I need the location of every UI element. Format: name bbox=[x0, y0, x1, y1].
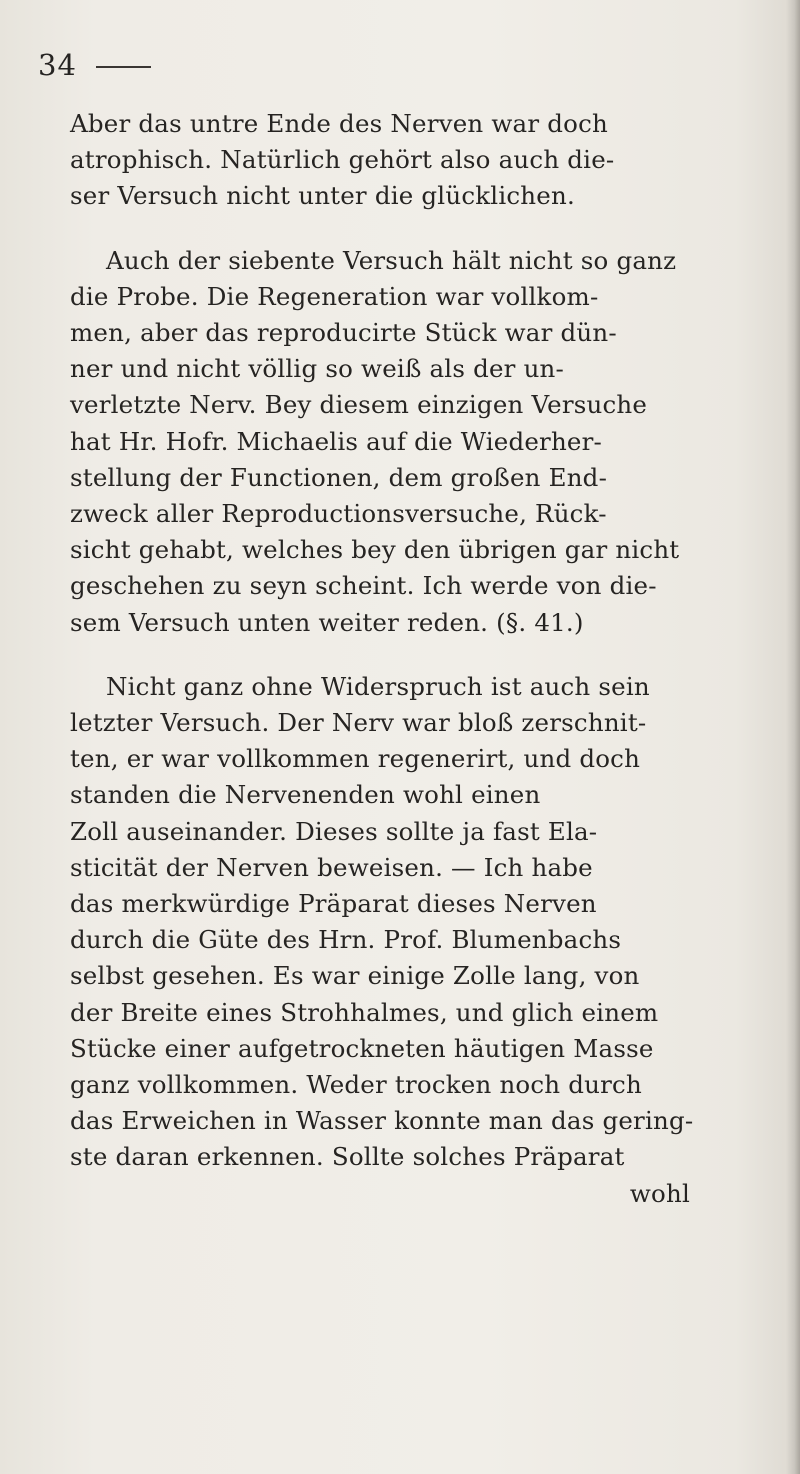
text-line: sticität der Nerven beweisen. — Ich habe bbox=[70, 852, 593, 882]
paragraph-2 bbox=[70, 243, 760, 641]
body-text bbox=[70, 106, 760, 1240]
text-line: zweck aller Reproductionsversuche, Rück- bbox=[70, 499, 607, 529]
text-line: das Erweichen in Wasser konnte man das gering- bbox=[70, 1106, 694, 1136]
text-line: Nicht ganz ohne Widerspruch ist auch sein bbox=[106, 671, 650, 701]
text-line: Stücke einer aufgetrockneten häutigen Masse bbox=[70, 1033, 654, 1063]
text-line: durch die Güte des Hrn. Prof. Blumenbachs bbox=[70, 925, 622, 955]
text-line: das merkwürdige Präparat dieses Nerven bbox=[70, 889, 597, 919]
text-line: standen die Nervenenden wohl einen bbox=[70, 780, 541, 810]
text-line: ser Versuch nicht unter die glücklichen. bbox=[70, 181, 575, 211]
paragraph-3 bbox=[70, 669, 760, 1212]
text-line: letzter Versuch. Der Nerv war bloß zerschnit- bbox=[70, 708, 647, 738]
text-line: Aber das untre Ende des Nerven war doch bbox=[70, 109, 608, 138]
text-line: atrophisch. Natürlich gehört also auch die- bbox=[70, 145, 615, 175]
text-line: selbst gesehen. Es war einige Zolle lang, von bbox=[70, 961, 640, 991]
text-line: Zoll auseinander. Dieses sollte ja fast Ela- bbox=[70, 816, 598, 846]
paragraph-1 bbox=[70, 106, 760, 215]
page-edge-shadow bbox=[786, 0, 800, 1474]
text-line: ste daran erkennen. Sollte solches Präparat bbox=[70, 1142, 625, 1172]
page-number: 34 bbox=[38, 48, 77, 82]
catchword: wohl bbox=[629, 1178, 690, 1208]
text-line: sem Versuch unten weiter reden. (§. 41.) bbox=[70, 607, 584, 637]
header-rule bbox=[96, 66, 151, 68]
text-line: sicht gehabt, welches bey den übrigen gar nicht bbox=[70, 535, 680, 565]
text-line: ten, er war vollkommen regenerirt, und doch bbox=[70, 744, 641, 774]
text-line: stellung der Functionen, dem großen End- bbox=[70, 462, 608, 492]
text-line: ganz vollkommen. Weder trocken noch durch bbox=[70, 1070, 642, 1100]
text-line: hat Hr. Hofr. Michaelis auf die Wiederher- bbox=[70, 426, 603, 456]
text-line: Auch der siebente Versuch hält nicht so ganz bbox=[106, 245, 677, 275]
text-line: verletzte Nerv. Bey diesem einzigen Versuche bbox=[70, 390, 648, 420]
text-line: der Breite eines Strohhalmes, und glich einem bbox=[70, 997, 659, 1027]
page-header bbox=[38, 48, 158, 88]
text-line: men, aber das reproducirte Stück war dün- bbox=[70, 318, 617, 348]
text-line: geschehen zu seyn scheint. Ich werde von die- bbox=[70, 571, 657, 601]
text-line: ner und nicht völlig so weiß als der un- bbox=[70, 354, 565, 384]
text-line: die Probe. Die Regeneration war vollkom- bbox=[70, 281, 599, 311]
